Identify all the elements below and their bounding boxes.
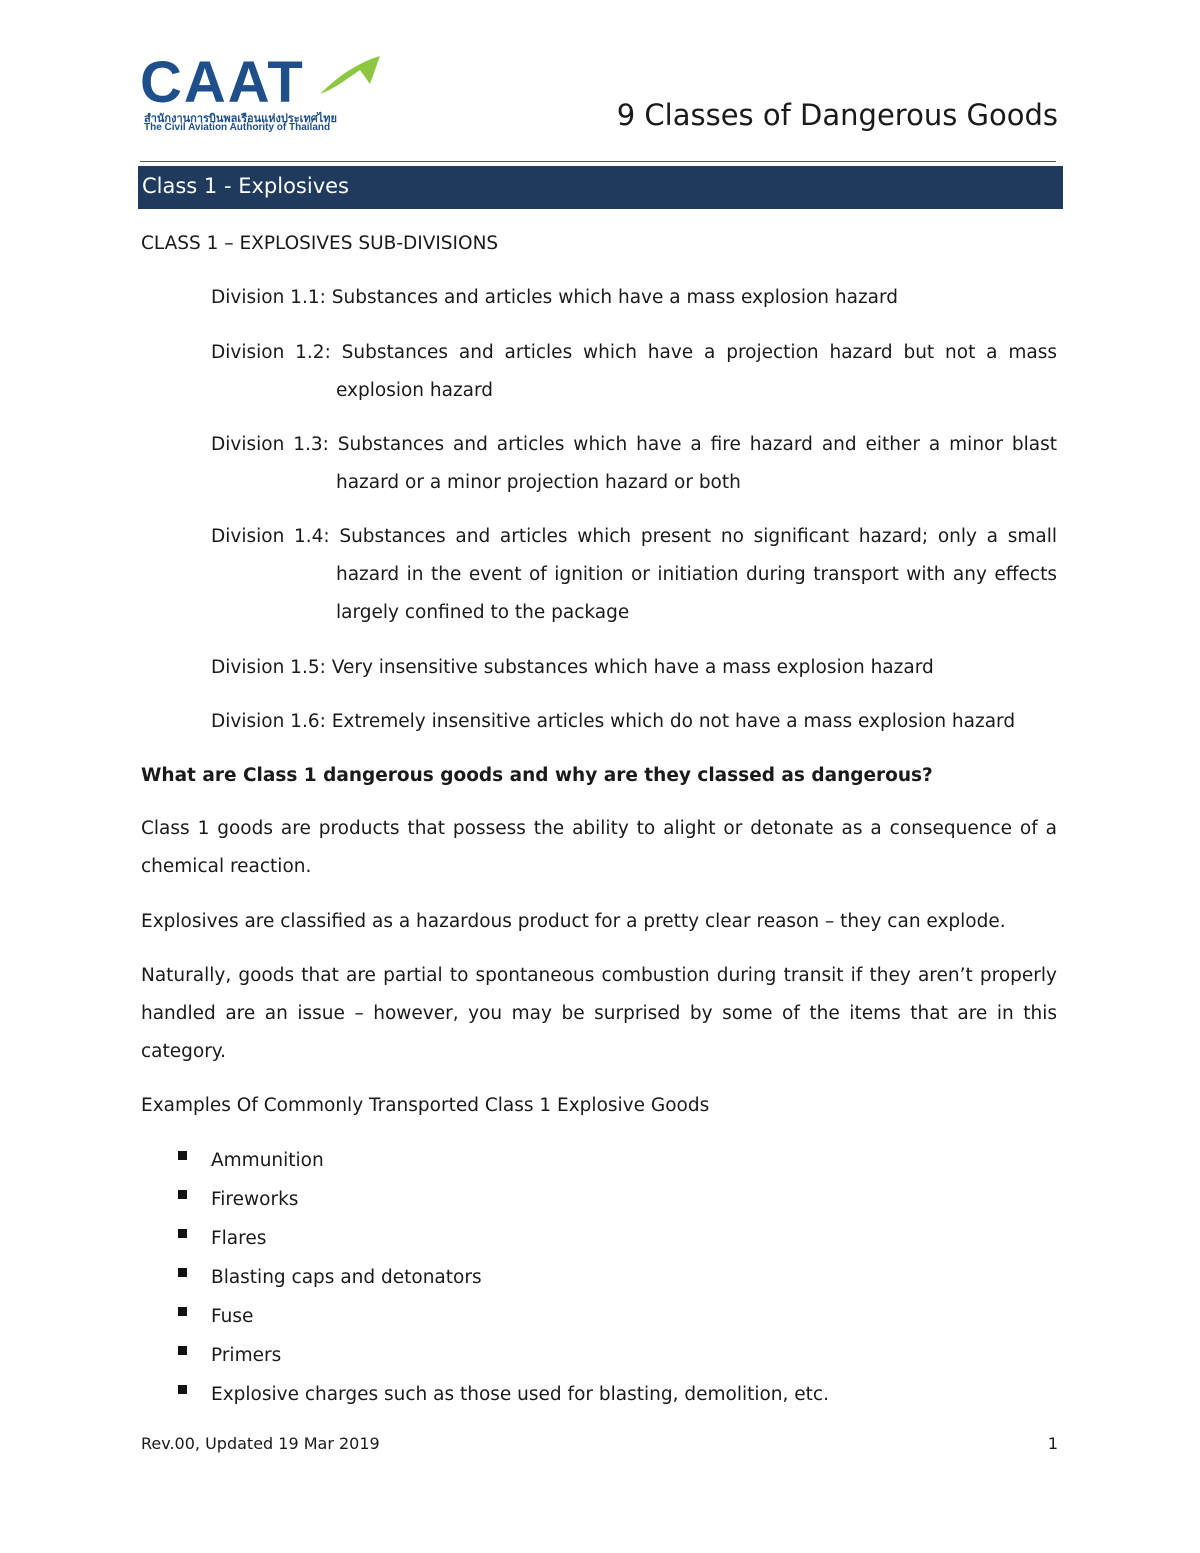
division-text: Substances and articles which have a fire hazard and either a minor blast hazard or a minor projection hazard or both [336,434,1057,493]
division-item [211,649,934,687]
question-heading: What are Class 1 dangerous goods and why are they classed as dangerous? [141,765,933,786]
bullet-square-icon [178,1346,187,1355]
list-item-text: Explosive charges such as those used for blasting, demolition, etc. [211,1384,829,1405]
bullet-square-icon [178,1190,187,1199]
logo-english-text: The Civil Aviation Authority of Thailand [144,122,331,133]
body-paragraph: Naturally, goods that are partial to spontaneous combustion during transit if they aren’t properly handled are an issue – however, you may be surprised by some of the items that are in this category. [141,965,1057,1062]
division-item [211,334,1057,410]
header-divider [140,161,1056,162]
footer-revision: Rev.00, Updated 19 Mar 2019 [141,1434,380,1453]
division-label: Division 1.6: [211,711,326,732]
list-item-text: Fireworks [211,1189,299,1210]
division-text: Very insensitive substances which have a mass explosion hazard [331,657,934,678]
body-paragraph: Class 1 goods are products that possess the ability to alight or detonate as a consequence of a chemical reaction. [141,818,1057,877]
bullet-square-icon [178,1268,187,1277]
logo-thai-text: สำนักงานการบินพลเรือนแห่งประเทศไทย [144,113,337,125]
division-label: Division 1.1: [211,287,326,308]
logo-wordmark: CAAT [140,50,305,115]
list-item-text: Fuse [211,1306,254,1327]
division-text: Substances and articles which present no significant hazard; only a small hazard in the event of ignition or initiation during transport with any effects largely confined to the package [336,526,1057,623]
bullet-square-icon [178,1151,187,1160]
division-item [211,279,898,317]
division-label: Division 1.4: [211,526,330,547]
subdivisions-heading: CLASS 1 – EXPLOSIVES SUB-DIVISIONS [141,233,499,254]
bullet-square-icon [178,1307,187,1316]
section-banner-title: Class 1 - Explosives [142,174,349,198]
division-text: Substances and articles which have a projection hazard but not a mass explosion hazard [336,342,1057,401]
examples-heading: Examples Of Commonly Transported Class 1 Explosive Goods [141,1095,710,1116]
body-paragraph: Explosives are classified as a hazardous product for a pretty clear reason – they can explode. [141,911,1006,932]
bullet-square-icon [178,1229,187,1238]
division-item [211,518,1057,632]
division-text: Substances and articles which have a mass explosion hazard [331,287,899,308]
list-item-text: Ammunition [211,1150,324,1171]
division-item [211,703,1015,741]
division-text: Extremely insensitive articles which do not have a mass explosion hazard [331,711,1016,732]
list-item-text: Flares [211,1228,267,1249]
division-label: Division 1.3: [211,434,329,455]
section-banner [138,166,1063,209]
caat-logo [140,50,380,136]
list-item-text: Blasting caps and detonators [211,1267,482,1288]
division-label: Division 1.2: [211,342,331,363]
division-label: Division 1.5: [211,657,326,678]
logo-swoosh-icon [290,54,380,114]
bullet-square-icon [178,1385,187,1394]
list-item-text: Primers [211,1345,282,1366]
division-item [211,426,1057,502]
page-number: 1 [1047,1434,1058,1453]
document-title: 9 Classes of Dangerous Goods [616,98,1058,132]
